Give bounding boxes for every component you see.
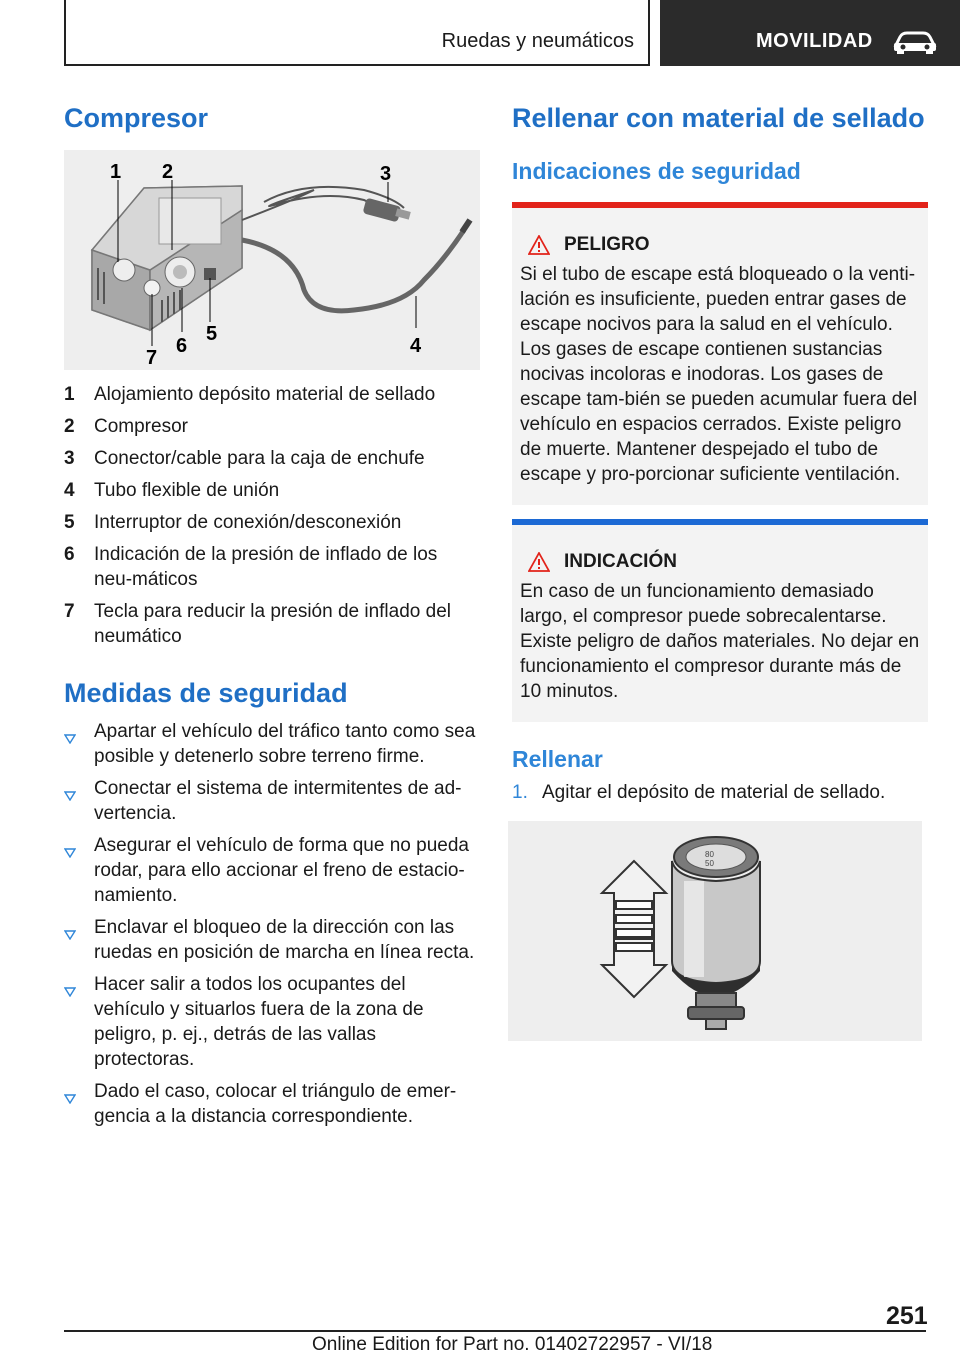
legend-item: 6 Indicación de la presión de inflado de los neu‐máticos — [64, 544, 438, 590]
warning-triangle-icon — [528, 235, 550, 255]
fill-steps — [512, 780, 928, 805]
callout-3: 3 — [380, 163, 392, 185]
notice-text: En caso de un funcionamiento demasiado largo, el compresor puede sobrecalentarse. Existe peligro de daños materiales. No dejar en funcionamiento el compresor durante más de 10 minutos. — [520, 581, 920, 702]
list-item: Asegurar el vehículo de forma que no pueda rodar, para ello accionar el freno de estacio‐namiento. — [64, 833, 480, 908]
triangle-bullet-icon — [64, 1094, 76, 1104]
notice-box — [512, 519, 928, 722]
compressor-heading: Compresor — [64, 103, 209, 133]
compressor-legend — [64, 382, 480, 649]
compressor-figure — [64, 150, 480, 370]
legend-item: 1 Alojamiento depósito material de sellado — [64, 384, 436, 405]
triangle-bullet-icon — [64, 734, 76, 744]
list-item: Apartar el vehículo del tráfico tanto como sea posible y detenerlo sobre terreno firme. — [64, 719, 480, 769]
footer-divider — [64, 1330, 926, 1332]
danger-box — [512, 202, 928, 505]
chapter-title: MOVILIDAD — [756, 30, 873, 52]
refill-sealant-heading: Rellenar con material de sellado — [512, 103, 925, 133]
sealant-bottle-figure — [508, 821, 922, 1041]
bottle-label-80: 80 — [705, 850, 714, 859]
callout-1: 1 — [110, 161, 122, 183]
page-header — [64, 0, 960, 66]
callout-6: 6 — [176, 335, 188, 357]
triangle-bullet-icon — [64, 930, 76, 940]
warning-triangle-icon — [528, 552, 550, 572]
safety-notes-heading: Indicaciones de seguridad — [512, 158, 801, 184]
safety-measures-heading: Medidas de seguridad — [64, 678, 348, 708]
compressor-illustration — [64, 150, 480, 370]
left-column — [64, 100, 480, 1136]
legend-item: 7 Tecla para reducir la presión de inflado del neumático — [64, 601, 451, 647]
sealant-bottle-illustration — [508, 821, 922, 1041]
callout-7: 7 — [146, 347, 158, 369]
bottle-label-50: 50 — [705, 859, 714, 868]
list-item: Conectar el sistema de intermitentes de ad‐vertencia. — [64, 776, 480, 826]
triangle-bullet-icon — [64, 791, 76, 801]
safety-bullet-list — [64, 719, 480, 1129]
page-number: 251 — [886, 1302, 928, 1330]
edition-text: Online Edition for Part no. 01402722957 - VI/18 — [312, 1334, 713, 1355]
car-icon — [892, 29, 938, 55]
section-tab — [64, 0, 650, 66]
chapter-tab — [660, 0, 960, 66]
legend-item: 4 Tubo flexible de unión — [64, 480, 280, 501]
notice-label: INDICACIÓN — [564, 551, 677, 572]
section-title: Ruedas y neumáticos — [441, 30, 634, 52]
list-item: Hacer salir a todos los ocupantes del vehículo y situarlos fuera de la zona de peligro, p. ej., detrás de las vallas protectoras. — [64, 972, 480, 1072]
notice-title — [528, 551, 922, 573]
triangle-bullet-icon — [64, 987, 76, 997]
callout-2: 2 — [162, 161, 174, 183]
danger-label: PELIGRO — [564, 234, 650, 255]
list-item: Dado el caso, colocar el triángulo de emer‐gencia a la distancia correspondiente. — [64, 1079, 480, 1129]
callout-5: 5 — [206, 323, 218, 345]
danger-text: Si el tubo de escape está bloqueado o la venti‐lación es insuficiente, pueden entrar gases de escape nocivos para la salud en el vehículo. Los gases de escape contienen sustancias nocivas incoloras e inodoras. Los gases de escape tam‐bién se pueden acumular fuera del vehículo en espacios cerrados. Existe peligro de muerte. Mantener despejado el tubo de escape y pro‐porcionar suficiente ventilación. — [520, 264, 918, 485]
danger-title — [528, 234, 922, 256]
right-column — [512, 100, 928, 1041]
legend-item: 5 Interruptor de conexión/desconexión — [64, 512, 402, 533]
legend-item: 2 Compresor — [64, 416, 188, 437]
callout-4: 4 — [410, 335, 422, 357]
legend-item: 3 Conector/cable para la caja de enchufe — [64, 448, 425, 469]
triangle-bullet-icon — [64, 848, 76, 858]
list-item: 1. Agitar el depósito de material de sellado. — [512, 782, 886, 803]
fill-heading: Rellenar — [512, 746, 603, 772]
list-item: Enclavar el bloqueo de la dirección con las ruedas en posición de marcha en línea recta. — [64, 915, 480, 965]
